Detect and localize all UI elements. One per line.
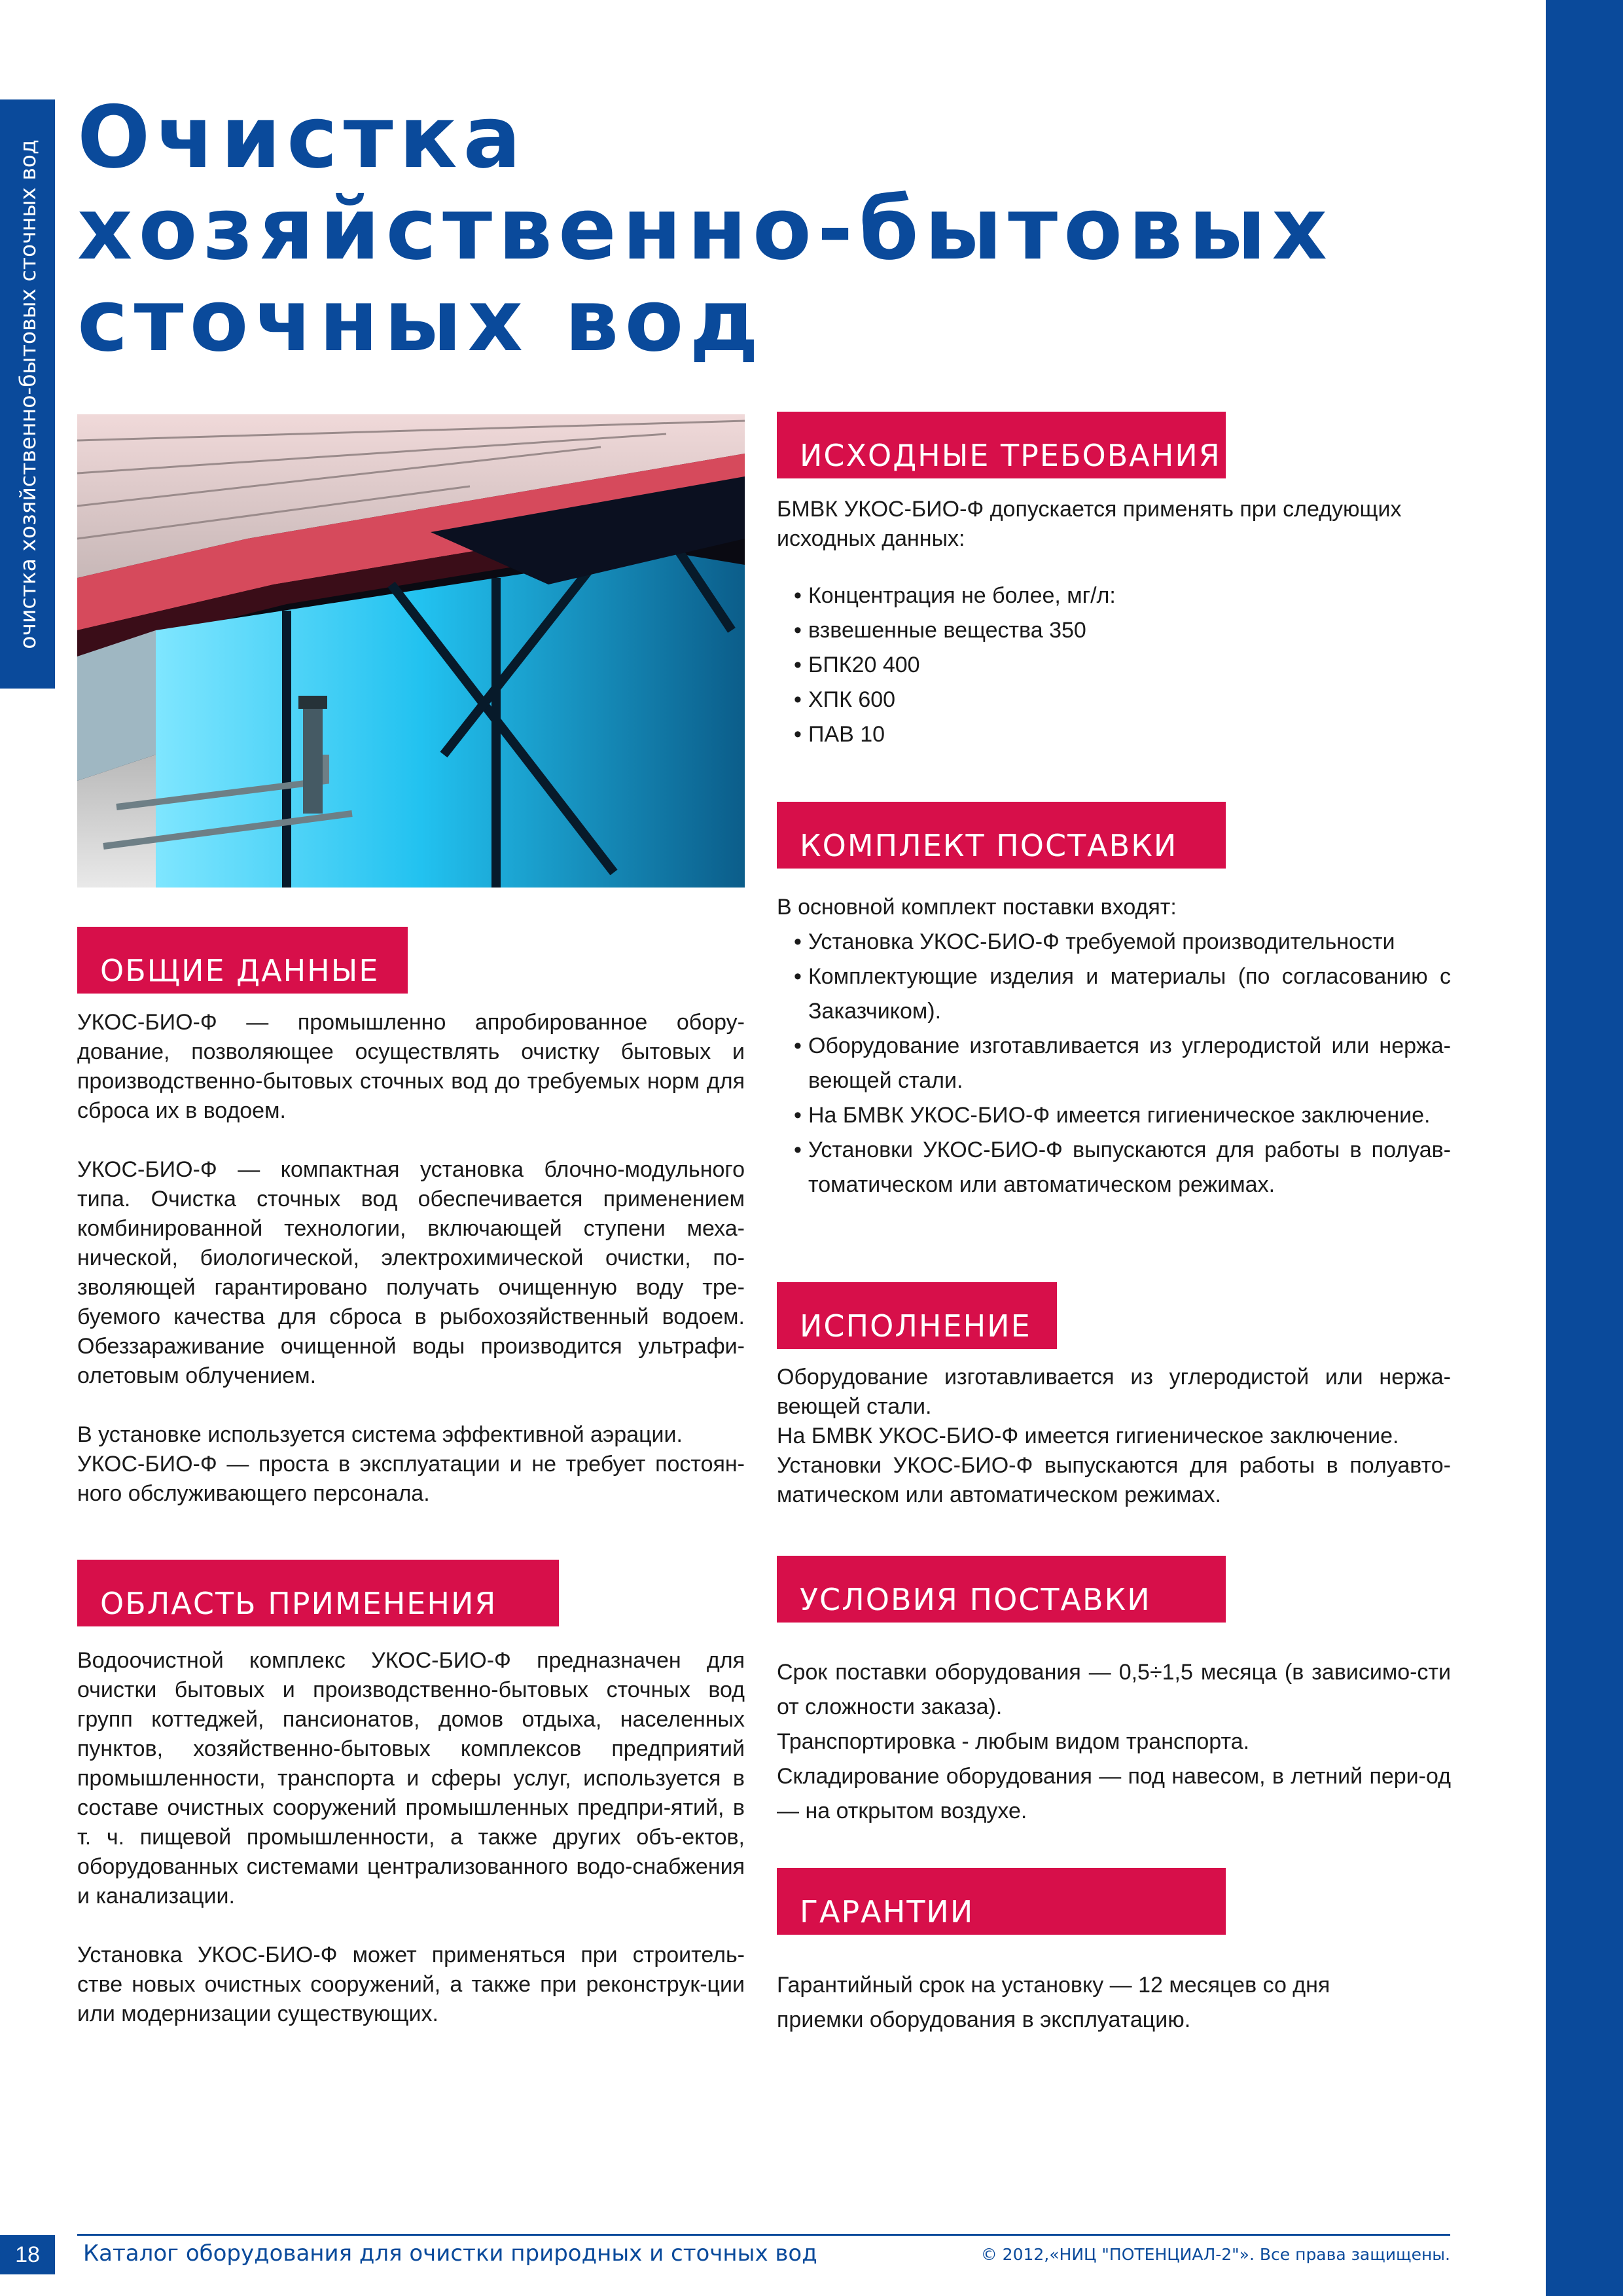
- footer-divider: [77, 2234, 1450, 2236]
- requirements-list: [777, 579, 1451, 752]
- paragraph: Установка УКОС-БИО-Ф может применяться при строитель-стве новых очистных сооружений, а также при реконструк-ции или модернизации существующих.: [77, 1943, 745, 2026]
- list-item: • Установка УКОС-БИО-Ф требуемой производительности: [777, 925, 1451, 960]
- text-line: Гарантийный срок на установку — 12 месяцев со дня приемки оборудования в эксплуатацию.: [777, 1973, 1330, 2032]
- section-heading-delivery-set: КОМПЛЕКТ ПОСТАВКИ: [777, 802, 1226, 869]
- text-line: Срок поставки оборудования — 0,5÷1,5 месяца (в зависимо-сти от сложности заказа).: [777, 1660, 1451, 1719]
- delivery-set-list: [777, 925, 1451, 1202]
- section-heading-general: ОБЩИЕ ДАННЫЕ: [77, 927, 408, 994]
- list-item: • Комплектующие изделия и материалы (по согласованию с Заказчиком).: [777, 960, 1451, 1029]
- section-heading-application: ОБЛАСТЬ ПРИМЕНЕНИЯ: [77, 1560, 559, 1626]
- page-title-line: хозяйственно-бытовых: [77, 179, 1333, 279]
- section-heading-warranty: ГАРАНТИИ: [777, 1868, 1226, 1935]
- intro: БМВК УКОС-БИО-Ф допускается применять при следующих исходных данных:: [777, 497, 1402, 551]
- text-line: На БМВК УКОС-БИО-Ф имеется гигиеническое заключение.: [777, 1424, 1399, 1448]
- delivery-terms-text: [777, 1655, 1451, 1829]
- page-title: [77, 87, 1333, 370]
- text-line: Складирование оборудования — под навесом, в летний пери-од — на открытом воздухе.: [777, 1764, 1451, 1823]
- catalog-title: Каталог оборудования для очистки природных и сточных вод: [83, 2240, 817, 2267]
- page-title-line: сточных вод: [77, 270, 765, 370]
- list-item: • БПК20 400: [777, 648, 1451, 683]
- section-side-tab-label: очистка хозяйственно-бытовых сточных вод: [14, 139, 41, 649]
- text-line: Оборудование изготавливается из углеродистой или нержа-веющей стали.: [777, 1365, 1451, 1419]
- right-edge-stripe: [1546, 0, 1623, 2296]
- list-item: • На БМВК УКОС-БИО-Ф имеется гигиеническое заключение.: [777, 1098, 1451, 1133]
- section-heading-execution: ИСПОЛНЕНИЕ: [777, 1282, 1057, 1349]
- page-title-line: Очистка: [77, 87, 527, 187]
- list-item: • ХПК 600: [777, 683, 1451, 717]
- text-line: Транспортировка - любым видом транспорта.: [777, 1729, 1250, 1754]
- paragraph: УКОС-БИО-Ф — проста в эксплуатации и не требует постоян-ного обслуживающего персонала.: [77, 1452, 745, 1506]
- list-item: • Концентрация не более, мг/л:: [777, 579, 1451, 613]
- paragraph: УКОС-БИО-Ф — компактная установка блочно-модульного типа. Очистка сточных вод обеспечивается применением комбинированной технологии, включающей ступени меха-нической, биологической, электрохимической очистки, по-зволяющей гарантировано получать очищенную воду тре-буемого качества для сброса в рыбохозяйственный водоем. Обеззараживание очищенной воды производится ультрафи-олетовым облучением.: [77, 1157, 745, 1388]
- text-line: Установки УКОС-БИО-Ф выпускаются для работы в полуавто-матическом или автоматическом режимах.: [777, 1453, 1451, 1507]
- warranty-text: [777, 1968, 1451, 2037]
- list-item: • ПАВ 10: [777, 717, 1451, 752]
- section-heading-requirements: ИСХОДНЫЕ ТРЕБОВАНИЯ: [777, 412, 1226, 478]
- paragraph: Водоочистной комплекс УКОС-БИО-Ф предназначен для очистки бытовых и производственно-бытовых сточных вод групп коттеджей, пансионатов, домов отдыха, населенных пунктов, хозяйственно-бытовых комплексов предприятий промышленности, транспорта и сферы услуг, используется в составе очистных сооружений промышленных предпри-ятий, в т. ч. пищевой промышленности, а также других объ-ектов, оборудованных системами централизованного водо-снабжения и канализации.: [77, 1648, 745, 1909]
- requirements-text: [777, 495, 1451, 752]
- delivery-set-text: [777, 890, 1451, 1202]
- paragraph: В установке используется система эффективной аэрации.: [77, 1422, 683, 1447]
- list-item: • Оборудование изготавливается из углеродистой или нержа-веющей стали.: [777, 1029, 1451, 1098]
- execution-text: [777, 1363, 1451, 1510]
- intro: В основной комплект поставки входят:: [777, 895, 1177, 920]
- list-item: • взвешенные вещества 350: [777, 613, 1451, 648]
- section-heading-delivery-terms: УСЛОВИЯ ПОСТАВКИ: [777, 1556, 1226, 1623]
- general-text: [77, 1008, 745, 1509]
- copyright: © 2012,«НИЦ "ПОТЕНЦИАЛ-2"». Все права защищены.: [980, 2245, 1450, 2264]
- application-text: [77, 1646, 745, 2029]
- list-item: • Установки УКОС-БИО-Ф выпускаются для работы в полуав-томатическом или автоматическом режимах.: [777, 1133, 1451, 1202]
- section-side-tab: [0, 99, 55, 689]
- page-number: 18: [0, 2235, 55, 2274]
- equipment-photo: [77, 414, 745, 888]
- paragraph: УКОС-БИО-Ф — промышленно апробированное обору-дование, позволяющее осуществлять очистку бытовых и производственно-бытовых сточных вод до требуемых норм для сброса их в водоем.: [77, 1010, 745, 1123]
